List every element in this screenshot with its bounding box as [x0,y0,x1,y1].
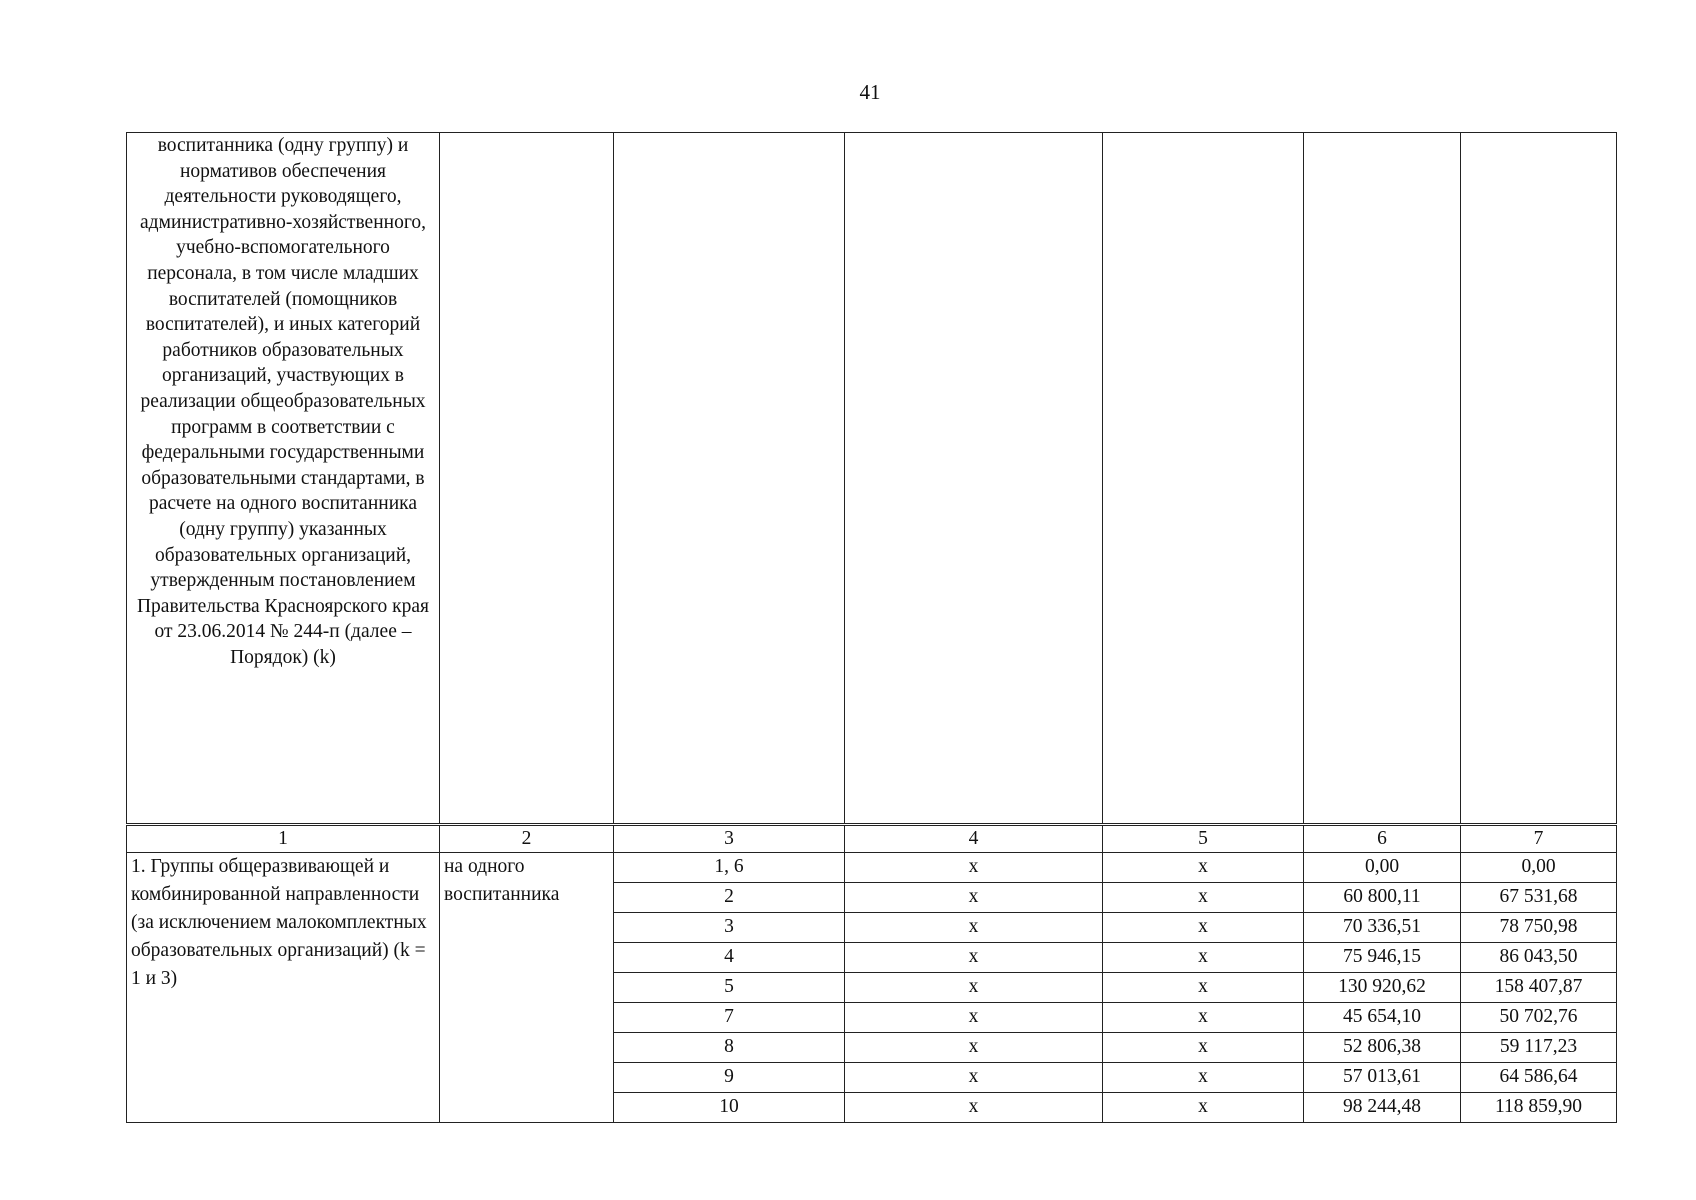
cell-c5: х [1103,1093,1304,1123]
group-name: 1. Группы общеразвивающей и комбинированной направленности (за исключением малокомплектных образовательных организаций) (k = 1 и 3) [127,853,440,1123]
table-row [127,853,1617,883]
header-cell-3 [614,133,845,825]
cell-c6: 70 336,51 [1304,913,1461,943]
header-continuation-text: воспитанника (одну группу) и нормативов обеспечения деятельности руководящего, административно-хозяйственного, учебно-вспомогательного персонала, в том числе младших воспитателей (помощников воспитателей), и иных категорий работников образовательных организаций, участвующих в реализации общеобразовательных программ в соответствии с федеральными государственными образовательными стандартами, в расчете на одного воспитанника (одну группу) указанных образовательных организаций, утвержденным постановлением Правительства Красноярского края от 23.06.2014 № 244-п (далее – Порядок) (k) [127,133,440,825]
column-number: 5 [1103,825,1304,853]
cell-c7: 158 407,87 [1461,973,1617,1003]
cell-c3: 10 [614,1093,845,1123]
cell-c7: 0,00 [1461,853,1617,883]
cell-c4: х [845,1033,1103,1063]
cell-c4: х [845,853,1103,883]
header-cell-6 [1304,133,1461,825]
column-number: 4 [845,825,1103,853]
header-cell-4 [845,133,1103,825]
cell-c6: 130 920,62 [1304,973,1461,1003]
cell-c5: х [1103,973,1304,1003]
cell-c7: 78 750,98 [1461,913,1617,943]
cell-c4: х [845,883,1103,913]
cell-c4: х [845,1093,1103,1123]
tariff-table [126,132,1617,1123]
column-number: 1 [127,825,440,853]
cell-c5: х [1103,943,1304,973]
column-number: 7 [1461,825,1617,853]
cell-c4: х [845,943,1103,973]
page-number: 41 [859,80,881,104]
cell-c3: 5 [614,973,845,1003]
cell-c7: 86 043,50 [1461,943,1617,973]
cell-c7: 64 586,64 [1461,1063,1617,1093]
cell-c7: 50 702,76 [1461,1003,1617,1033]
cell-c7: 59 117,23 [1461,1033,1617,1063]
cell-c3: 8 [614,1033,845,1063]
cell-c3: 9 [614,1063,845,1093]
cell-c3: 1, 6 [614,853,845,883]
column-number: 3 [614,825,845,853]
header-cell-7 [1461,133,1617,825]
column-number-row [127,825,1617,853]
cell-c3: 4 [614,943,845,973]
cell-c6: 52 806,38 [1304,1033,1461,1063]
cell-c7: 118 859,90 [1461,1093,1617,1123]
cell-c5: х [1103,883,1304,913]
column-number: 2 [440,825,614,853]
cell-c4: х [845,1063,1103,1093]
cell-c5: х [1103,853,1304,883]
cell-c6: 98 244,48 [1304,1093,1461,1123]
cell-c4: х [845,1003,1103,1033]
cell-c5: х [1103,1033,1304,1063]
cell-c6: 60 800,11 [1304,883,1461,913]
cell-c3: 2 [614,883,845,913]
cell-c6: 0,00 [1304,853,1461,883]
cell-c6: 75 946,15 [1304,943,1461,973]
header-continuation-row [127,133,1617,825]
cell-c6: 57 013,61 [1304,1063,1461,1093]
cell-c5: х [1103,913,1304,943]
cell-c4: х [845,973,1103,1003]
header-cell-2 [440,133,614,825]
cell-c3: 3 [614,913,845,943]
cell-c6: 45 654,10 [1304,1003,1461,1033]
cell-c5: х [1103,1003,1304,1033]
cell-c4: х [845,913,1103,943]
cell-c7: 67 531,68 [1461,883,1617,913]
header-cell-5 [1103,133,1304,825]
column-number: 6 [1304,825,1461,853]
cell-c3: 7 [614,1003,845,1033]
group-unit: на одного воспитанника [440,853,614,1123]
cell-c5: х [1103,1063,1304,1093]
